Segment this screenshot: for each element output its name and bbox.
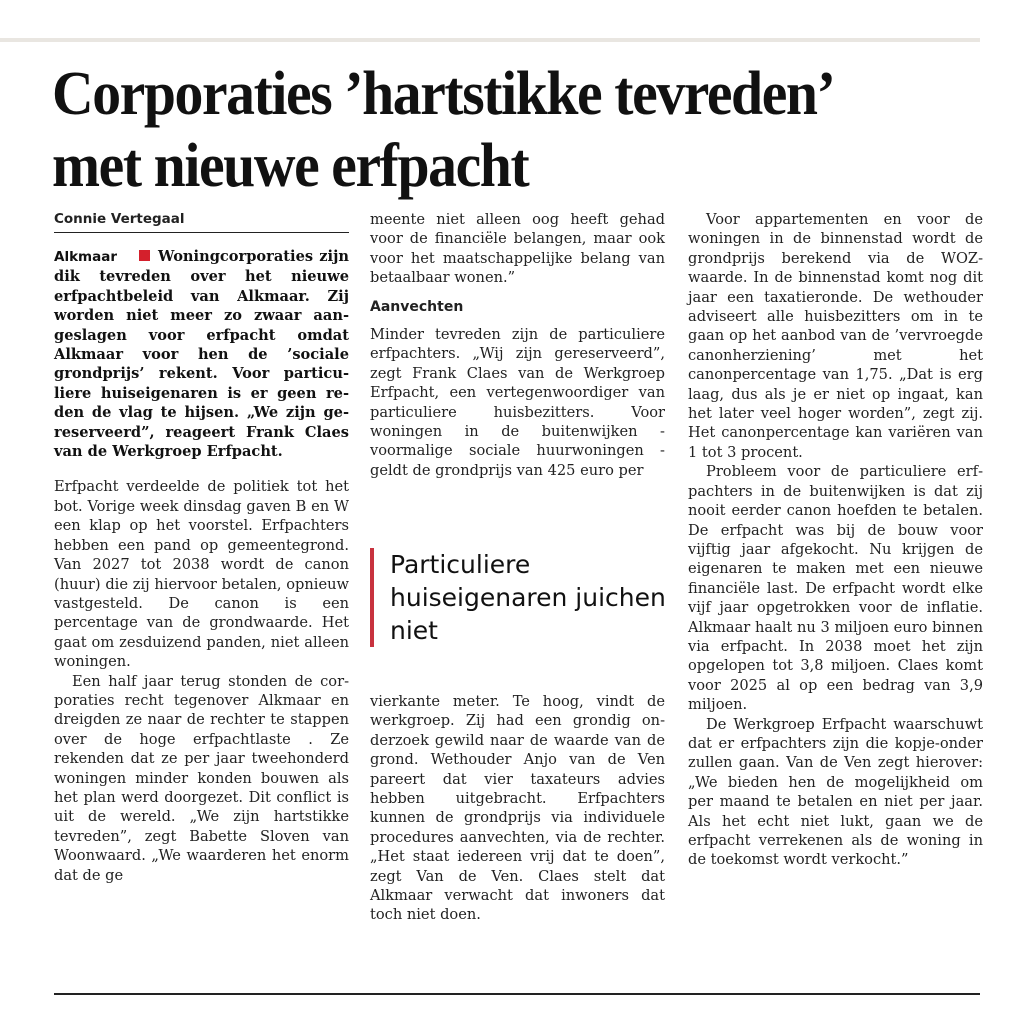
body-paragraph: De Werkgroep Erfpacht waarschuwt dat er erfpachters zijn die kopje-onder zullen gaan. Van de Ven zegt hierover: „We bieden hen de mogelijkheid om per maand te betalen en niet per jaar. Als het echt niet lukt, gaan we de erfpacht verrekenen als de woning in de toekomst wordt verkocht.”: [688, 715, 983, 869]
column-2: [370, 210, 665, 480]
body-paragraph: meente niet alleen oog heeft gehad voor de financiële belangen, maar ook voor het maatschappelijke belang van betaalbaar wonen.”: [370, 211, 665, 287]
byline: Connie Vertegaal: [54, 210, 349, 233]
bottom-divider: [54, 993, 980, 995]
body-paragraph: vierkante meter. Te hoog, vindt de werkgroep. Zij had een grondig onderzoek gewild naar de waarde van de grond. Wethouder Anjo van de Ven pareert dat vier taxateurs advies hebben uitgebracht. Erfpachters kunnen de grondprijs via individuele procedures aanvechten, via de rechter. „Het staat iedereen vrij dat te doen”, zegt Van de Ven. Claes stelt dat Alkmaar verwacht dat inwoners dat toch niet doen.: [370, 693, 665, 924]
intro-paragraph: [54, 247, 349, 461]
body-paragraph: Een half jaar terug stonden de corporaties recht tegenover Alkmaar en dreigden ze naar de rechter te stappen over de hoge erfpachtlaste . Ze rekenden dat ze per jaar tweehonderd woningen minder konden bouwen als het plan werd doorgezet. Dit conflict is uit de wereld. „We zijn hartstikke tevreden”, zegt Babette Sloven van Woonwaard. „We waarderen het enorm dat de ge: [54, 672, 349, 884]
body-paragraph: Minder tevreden zijn de particuliere erfpachters. „Wij zijn gereserveerd”, zegt Frank Claes van de Werkgroep Erfpacht, een vertegenwoordiger van particuliere huisbezitters. Voor woningen in de buitenwijken - voormalige sociale huurwoningen - geldt de grondprijs van 425 euro per: [370, 326, 665, 479]
body-paragraph: Probleem voor de particuliere erfpachters in de buitenwijken is dat zij nooit eerder canon hoefden te betalen. De erfpacht was bij de bouw voor vijftig jaar afgekocht. Nu krijgen de eigenaren te maken met een nieuwe financiële last. De erfpacht wordt elke vijf jaar opgetrokken voor de inflatie. Alkmaar haalt nu 3 miljoen euro binnen via erfpacht. In 2038 moet het zijn opgelopen tot 3,8 miljoen. Claes komt voor 2025 al op een bedrag van 3,9 miljoen.: [688, 463, 983, 714]
dateline: Alkmaar: [54, 249, 117, 265]
body-paragraph: Voor appartementen en voor de woningen in de binnenstad wordt de grondprijs berekend via de WOZ-waarde. In de binnenstad komt nog dit jaar een taxatieronde. De wethouder adviseert alle huisbezitters om in te gaan op het aanbod van de ’vervroegde canonherziening’ met het canonpercentage van 1,75. „Dat is erg laag, dus als je er niet op ingaat, kan het later veel hoger worden”, zegt zij. Het canonpercentage kan variëren van 1 tot 3 procent.: [688, 211, 983, 461]
top-divider: [0, 38, 980, 42]
column-2-continued: [370, 692, 665, 925]
body-paragraph: Erfpacht verdeelde de politiek tot het bot. Vorige week dinsdag gaven B en W een klap op het voorstel. Erfpachters hebben een pand op gemeentegrond. Van 2027 tot 2038 wordt de canon (huur) die zij hiervoor betalen, opnieuw vastgesteld. De canon is een percentage van de grondwaarde. Het gaat om zesduizend panden, niet alleen woningen.: [54, 478, 349, 671]
intro-text: Woningcorporaties zijn dik tevreden over het nieuwe erfpachtbeleid van Alkmaar. Zij worden niet meer zo zwaar aangeslagen voor erfpacht omdat Alkmaar voor hen de ’sociale grondprijs’ rekent. Voor particuliere huiseigenaren is er geen reden de vlag te hijsen. „We zijn gereserveerd”, reageert Frank Claes van de Werkgroep Erfpacht.: [54, 248, 349, 461]
headline: Corporaties ’hartstikke tevreden’ met nieuwe erfpacht: [52, 60, 831, 200]
column-1: [54, 210, 349, 885]
subheading: Aanvechten: [370, 298, 464, 315]
column-3: [688, 210, 983, 870]
pull-quote: Particuliere huiseigenaren juichen niet: [370, 548, 690, 647]
red-square-bullet-icon: [139, 250, 150, 261]
